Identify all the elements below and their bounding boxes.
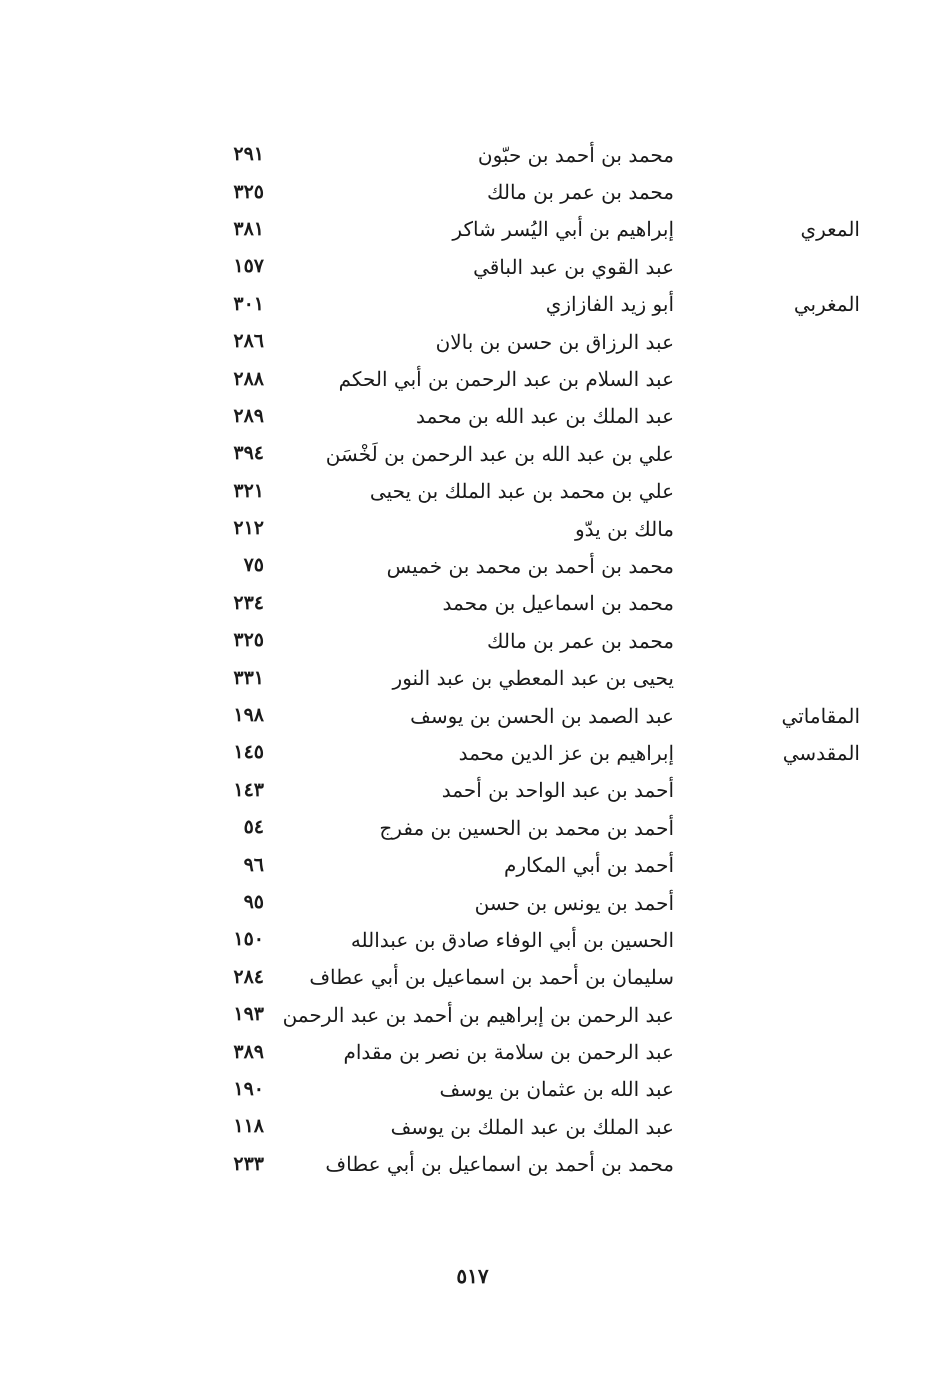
index-entry-row xyxy=(180,510,860,547)
entry-name: محمد بن أحمد بن محمد بن خميس xyxy=(386,553,674,578)
entry-name: يحيى بن عبد المعطي بن عبد النور xyxy=(392,666,674,691)
group-label: المقاماتي xyxy=(781,703,860,728)
entry-page-number: ٢٨٨ xyxy=(233,367,264,390)
entry-page-number: ٢٣٤ xyxy=(233,591,264,614)
index-entry-row xyxy=(180,585,860,622)
index-entry-row xyxy=(180,211,860,248)
entry-name: أحمد بن عبد الواحد بن أحمد xyxy=(441,778,674,803)
index-entry-row xyxy=(180,435,860,472)
entry-page-number: ١٤٣ xyxy=(233,778,264,801)
entry-name: محمد بن اسماعيل بن محمد xyxy=(442,591,674,616)
entry-name: سليمان بن أحمد بن اسماعيل بن أبي عطاف xyxy=(309,965,674,990)
entry-page-number: ٢٨٦ xyxy=(233,330,264,353)
entry-name: عبد الملك بن عبد الله بن محمد xyxy=(415,404,674,429)
index-entry-row xyxy=(180,473,860,510)
entry-name: محمد بن عمر بن مالك xyxy=(487,180,674,205)
entry-page-number: ٢٨٤ xyxy=(233,965,264,988)
index-entry-row xyxy=(180,360,860,397)
entry-name: عبد الصمد بن الحسن بن يوسف xyxy=(410,703,674,728)
index-entry-row xyxy=(180,622,860,659)
entry-page-number: ٢٨٩ xyxy=(233,404,264,427)
group-label: المغربي xyxy=(793,292,860,317)
entry-name: مالك بن يدّو xyxy=(575,516,674,541)
entry-name: محمد بن أحمد بن اسماعيل بن أبي عطاف xyxy=(325,1152,674,1177)
entry-page-number: ٣٢٥ xyxy=(233,180,264,203)
entry-name: عبد الرحمن بن إبراهيم بن أحمد بن عبد الرحمن xyxy=(282,1002,674,1027)
index-entry-row xyxy=(180,959,860,996)
index-entry-row xyxy=(180,921,860,958)
entry-page-number: ٢٣٣ xyxy=(233,1152,264,1175)
entry-name: عبد السلام بن عبد الرحمن بن أبي الحكم xyxy=(338,367,674,392)
entry-name: محمد بن عمر بن مالك xyxy=(487,628,674,653)
entry-page-number: ٣٠١ xyxy=(233,292,264,315)
entry-name: عبد الملك بن عبد الملك بن يوسف xyxy=(390,1114,674,1139)
index-list xyxy=(180,136,860,1183)
entry-page-number: ٩٦ xyxy=(243,853,264,876)
index-entry-row xyxy=(180,697,860,734)
entry-name: إبراهيم بن عز الدين محمد xyxy=(458,740,674,765)
index-entry-row xyxy=(180,772,860,809)
entry-page-number: ٣٨٩ xyxy=(233,1040,264,1063)
entry-page-number: ١٩٣ xyxy=(233,1003,264,1026)
entry-name: أحمد بن محمد بن الحسين بن مفرج xyxy=(379,815,674,840)
entry-name: إبراهيم بن أبي اليُسر شاكر xyxy=(452,217,674,242)
index-entry-row xyxy=(180,846,860,883)
entry-name: محمد بن أحمد بن حبّون xyxy=(477,142,674,167)
index-entry-row xyxy=(180,1033,860,1070)
index-entry-row xyxy=(180,659,860,696)
entry-page-number: ١٩٠ xyxy=(233,1077,264,1100)
entry-page-number: ١٩٨ xyxy=(233,704,264,727)
entry-name: الحسين بن أبي الوفاء صادق بن عبدالله xyxy=(350,927,674,952)
entry-name: علي بن محمد بن عبد الملك بن يحيى xyxy=(369,479,674,504)
index-entry-row xyxy=(180,1071,860,1108)
group-label: المعري xyxy=(800,217,860,242)
group-label: المقدسي xyxy=(782,740,860,765)
entry-page-number: ٧٥ xyxy=(243,554,264,577)
index-entry-row xyxy=(180,1146,860,1183)
entry-page-number: ٣٣١ xyxy=(233,666,264,689)
index-entry-row xyxy=(180,286,860,323)
entry-page-number: ٣٨١ xyxy=(233,217,264,240)
entry-name: أبو زيد الفازازي xyxy=(545,292,674,317)
index-entry-row xyxy=(180,547,860,584)
entry-page-number: ١١٨ xyxy=(233,1115,264,1138)
index-entry-row xyxy=(180,996,860,1033)
entry-page-number: ٣٩٤ xyxy=(233,442,264,465)
entry-page-number: ٣٢٥ xyxy=(233,629,264,652)
index-entry-row xyxy=(180,323,860,360)
entry-page-number: ٩٥ xyxy=(243,891,264,913)
entry-page-number: ٣٢١ xyxy=(233,479,264,502)
index-entry-row xyxy=(180,884,860,921)
index-entry-row xyxy=(180,136,860,173)
page-number: ٥١٧ xyxy=(456,1264,489,1288)
entry-page-number: ١٤٥ xyxy=(233,741,264,764)
entry-name: أحمد بن أبي المكارم xyxy=(503,853,674,878)
entry-page-number: ٥٤ xyxy=(243,816,264,839)
entry-name: أحمد بن يونس بن حسن xyxy=(474,890,674,915)
entry-name: عبد الرحمن بن سلامة بن نصر بن مقدام xyxy=(343,1040,674,1065)
entry-name: عبد الله بن عثمان بن يوسف xyxy=(439,1077,674,1102)
index-entry-row xyxy=(180,1108,860,1145)
index-entry-row xyxy=(180,809,860,846)
entry-page-number: ١٥٧ xyxy=(233,255,264,278)
entry-page-number: ٢٩١ xyxy=(233,143,264,166)
index-entry-row xyxy=(180,173,860,210)
entry-page-number: ٢١٢ xyxy=(233,517,264,540)
entry-name: عبد الرزاق بن حسن بن بالان xyxy=(435,329,674,354)
index-entry-row xyxy=(180,398,860,435)
index-entry-row xyxy=(180,734,860,771)
index-entry-row xyxy=(180,248,860,285)
entry-page-number: ١٥٠ xyxy=(233,928,264,951)
entry-name: علي بن عبد الله بن عبد الرحمن بن لَخْسَن xyxy=(325,441,674,466)
entry-name: عبد القوي بن عبد الباقي xyxy=(473,254,674,279)
